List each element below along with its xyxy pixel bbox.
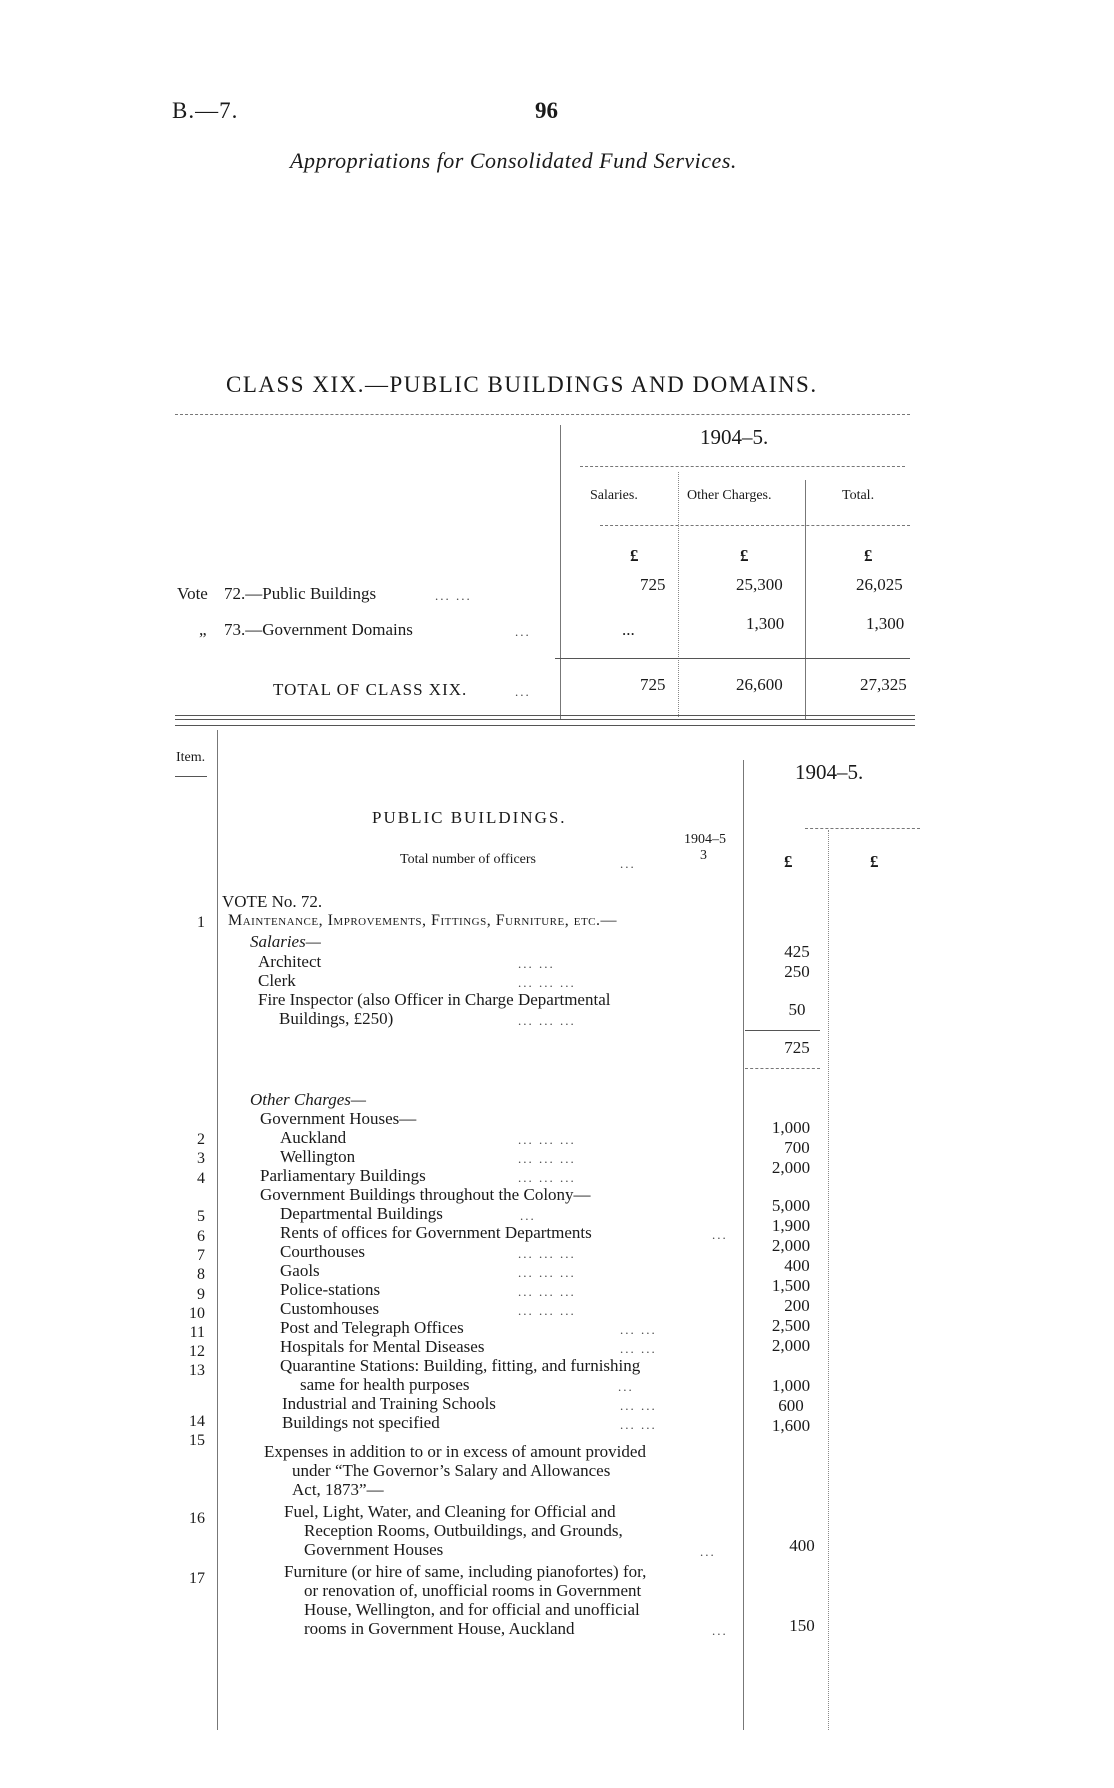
- officers-count: 3: [700, 848, 707, 863]
- item-number: 16: [189, 1510, 205, 1527]
- salary-label: Fire Inspector (also Officer in Charge Departmental: [258, 990, 611, 1009]
- item-number: 7: [197, 1247, 205, 1264]
- item-dots: ...: [520, 1208, 536, 1223]
- row-total: 1,300: [866, 614, 905, 633]
- expenses-heading-cont: Act, 1873”—: [292, 1480, 384, 1499]
- currency-amount: £: [784, 852, 793, 871]
- item-dots: ... ...: [620, 1341, 657, 1356]
- row-dots: ...: [515, 624, 531, 639]
- item-label: Rents of offices for Government Departments: [280, 1223, 592, 1242]
- col-other-charges: Other Charges.: [687, 488, 772, 503]
- salaries-total: 725: [784, 1038, 810, 1057]
- row-label: 72.—Public Buildings: [224, 584, 377, 603]
- vote-label: VOTE No. 72.: [222, 892, 323, 911]
- item-amount: 1,600: [771, 1416, 811, 1435]
- item-number: 10: [189, 1305, 205, 1322]
- item-label: Wellington: [280, 1147, 356, 1166]
- currency-total: £: [864, 546, 873, 565]
- item-amount: 1,500: [771, 1276, 811, 1295]
- item-number: 13: [189, 1362, 205, 1379]
- item-label: Fuel, Light, Water, and Cleaning for Official and: [284, 1502, 616, 1521]
- expenses-heading-cont: under “The Governor’s Salary and Allowances: [292, 1461, 611, 1480]
- item-number: 15: [189, 1432, 205, 1449]
- amount-column-rule: [743, 760, 744, 1730]
- officers-label: Total number of officers: [400, 852, 536, 867]
- item-dots: ... ... ...: [518, 1132, 576, 1147]
- item-label: Hospitals for Mental Diseases: [280, 1337, 485, 1356]
- document-code: B.—7.: [172, 98, 239, 123]
- item-label-cont: or renovation of, unofficial rooms in Government: [304, 1581, 642, 1600]
- item-label-cont: Reception Rooms, Outbuildings, and Grounds,: [304, 1521, 623, 1540]
- class-title: CLASS XIX.—PUBLIC BUILDINGS AND DOMAINS.: [226, 372, 818, 397]
- salary-amount: 50: [788, 1000, 806, 1019]
- item-amount: 600: [778, 1396, 804, 1415]
- item-number: 17: [189, 1570, 205, 1587]
- row-prefix: „: [199, 620, 207, 639]
- item-amount: 2,500: [771, 1316, 811, 1335]
- item-number: 3: [197, 1150, 205, 1167]
- salary-label: Architect: [258, 952, 322, 971]
- item-label: Parliamentary Buildings: [260, 1166, 426, 1185]
- item-label: Gaols: [280, 1261, 320, 1280]
- salary-dots: ... ... ...: [518, 1013, 576, 1028]
- item-number: 1: [197, 914, 205, 931]
- item-amount: 400: [784, 1256, 810, 1275]
- item-label: Customhouses: [280, 1299, 380, 1318]
- col-total: Total.: [842, 488, 875, 503]
- item-number: 12: [189, 1343, 205, 1360]
- item-label: Courthouses: [280, 1242, 365, 1261]
- gov-buildings-heading: Government Buildings throughout the Colony—: [260, 1185, 591, 1204]
- item-dots: ... ...: [620, 1417, 657, 1432]
- item-dots: ...: [712, 1227, 728, 1242]
- salaries-heading: Salaries—: [250, 932, 321, 951]
- row-prefix: Vote: [177, 584, 208, 603]
- item-header: Item.: [176, 750, 206, 765]
- salary-label: Clerk: [258, 971, 296, 990]
- item-label-cont: same for health purposes: [300, 1375, 470, 1394]
- item-number: 9: [197, 1286, 205, 1303]
- item-dots: ...: [700, 1544, 716, 1559]
- item-number: 11: [189, 1324, 205, 1341]
- row-salaries: 725: [640, 575, 666, 594]
- row-total: 26,025: [856, 575, 903, 594]
- page-title: Appropriations for Consolidated Fund Services.: [290, 148, 737, 173]
- row-salaries: ...: [622, 620, 635, 639]
- maintenance-heading: Maintenance, Improvements, Fittings, Furniture, etc.—: [228, 912, 618, 929]
- salary-amount: 250: [784, 962, 810, 981]
- item-dots: ...: [618, 1379, 634, 1394]
- item-label: Departmental Buildings: [280, 1204, 443, 1223]
- item-dots: ... ... ...: [518, 1303, 576, 1318]
- total-total: 27,325: [860, 675, 907, 694]
- item-amount: 700: [784, 1138, 810, 1157]
- item-amount: 2,000: [771, 1236, 811, 1255]
- item-number: 8: [197, 1266, 205, 1283]
- item-amount: 2,000: [771, 1158, 811, 1177]
- item-label: Furniture (or hire of same, including pianofortes) for,: [284, 1562, 647, 1581]
- total-salaries: 725: [640, 675, 666, 694]
- total-other: 26,600: [736, 675, 783, 694]
- item-label: Buildings not specified: [282, 1413, 440, 1432]
- item-column-rule: [217, 730, 218, 1730]
- other-charges-heading: Other Charges—: [250, 1090, 367, 1109]
- item-amount: 5,000: [771, 1196, 811, 1215]
- item-amount: 1,000: [771, 1376, 811, 1395]
- item-label: Industrial and Training Schools: [282, 1394, 496, 1413]
- currency-other: £: [740, 546, 749, 565]
- section-title: PUBLIC BUILDINGS.: [372, 808, 567, 827]
- detail-year: 1904–5.: [795, 760, 864, 784]
- item-amount: 2,000: [771, 1336, 811, 1355]
- row-other: 25,300: [736, 575, 783, 594]
- item-dots: ... ... ...: [518, 1265, 576, 1280]
- total-dots: ...: [515, 684, 531, 699]
- row-dots: ... ...: [435, 588, 472, 603]
- item-dots: ... ...: [620, 1322, 657, 1337]
- item-amount: 200: [784, 1296, 810, 1315]
- page-number: 96: [535, 98, 558, 123]
- expenses-heading: Expenses in addition to or in excess of amount provided: [264, 1442, 646, 1461]
- item-dots: ... ... ...: [518, 1246, 576, 1261]
- item-label: Quarantine Stations: Building, fitting, and furnishing: [280, 1356, 641, 1375]
- officers-year: 1904–5: [684, 832, 726, 847]
- currency-salaries: £: [630, 546, 639, 565]
- item-dots: ... ... ...: [518, 1151, 576, 1166]
- item-number: 5: [197, 1208, 205, 1225]
- item-amount: 1,900: [771, 1216, 811, 1235]
- item-number: 6: [197, 1228, 205, 1245]
- salary-label: Buildings, £250): [279, 1009, 394, 1028]
- item-amount: 400: [789, 1536, 815, 1555]
- item-number: 4: [197, 1170, 205, 1187]
- item-amount: 150: [789, 1616, 815, 1635]
- item-dots: ... ... ...: [518, 1170, 576, 1185]
- summary-year: 1904–5.: [700, 425, 769, 449]
- item-amount: 1,000: [771, 1118, 811, 1137]
- item-label-cont: House, Wellington, and for official and unofficial: [304, 1600, 640, 1619]
- currency-total-col: £: [870, 852, 879, 871]
- item-label-cont: rooms in Government House, Auckland: [304, 1619, 575, 1638]
- salary-amount: 425: [784, 942, 810, 961]
- item-number: 2: [197, 1131, 205, 1148]
- item-dots: ... ...: [620, 1398, 657, 1413]
- col-salaries: Salaries.: [590, 488, 638, 503]
- item-dots: ...: [712, 1623, 728, 1638]
- item-number: 14: [189, 1413, 205, 1430]
- item-label: Police-stations: [280, 1280, 381, 1299]
- gov-houses-heading: Government Houses—: [260, 1109, 417, 1128]
- officers-dots: ...: [620, 856, 636, 871]
- row-label: 73.—Government Domains: [224, 620, 413, 639]
- row-other: 1,300: [746, 614, 785, 633]
- item-label-cont: Government Houses: [304, 1540, 444, 1559]
- item-dots: ... ... ...: [518, 1284, 576, 1299]
- salary-dots: ... ... ...: [518, 975, 576, 990]
- total-label: TOTAL OF CLASS XIX.: [273, 680, 468, 699]
- salary-dots: ... ...: [518, 956, 555, 971]
- item-label: Auckland: [280, 1128, 347, 1147]
- item-label: Post and Telegraph Offices: [280, 1318, 464, 1337]
